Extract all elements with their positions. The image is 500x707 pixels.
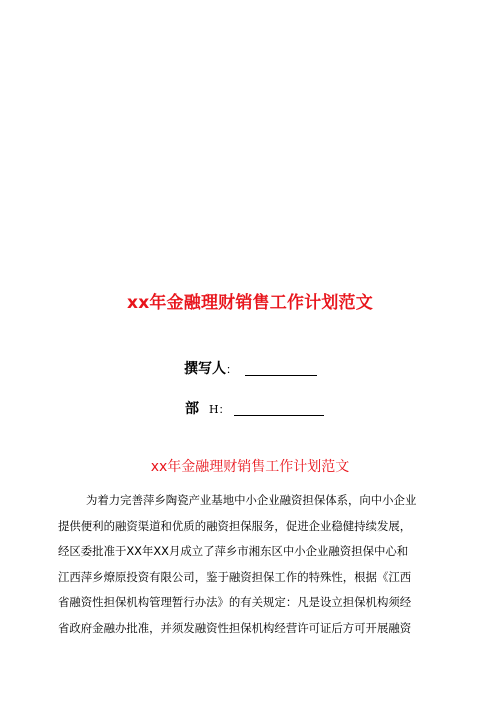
content-title: xx年金融理财销售工作计划范文 — [150, 459, 350, 475]
author-label: 撰写人 — [184, 361, 226, 377]
department-sublabel: H： — [209, 403, 230, 416]
paragraph-line: 省政府金融办批准，并须发融资性担保机构经营许可证后方可开展融资 — [58, 620, 412, 635]
department-label: 部 — [185, 401, 199, 417]
cover-title: xx年金融理财销售工作计划范文 — [127, 293, 373, 313]
paragraph-line: 省融资性担保机构管理暂行办法》的有关规定：凡是设立担保机构须经 — [58, 595, 412, 609]
department-underline — [234, 401, 324, 416]
paragraph-line: 江西萍乡燎原投资有限公司，鉴于融资担保工作的特殊性，根据《江西 — [58, 569, 412, 584]
paragraph-line: 经区委批准于XX年XX月成立了萍乡市湘东区中小企业融资担保中心和 — [58, 544, 409, 558]
author-underline — [245, 361, 317, 376]
body-paragraph — [58, 488, 426, 641]
author-field — [184, 360, 317, 378]
paragraph-line: 提供便利的融资渠道和优质的融资担保服务，促进企业稳健持续发展， — [58, 518, 412, 533]
author-colon: ： — [226, 363, 237, 376]
department-field — [185, 400, 324, 418]
paragraph-line: 为着力完善萍乡陶瓷产业基地中小企业融资担保体系，向中小企业 — [86, 493, 417, 507]
